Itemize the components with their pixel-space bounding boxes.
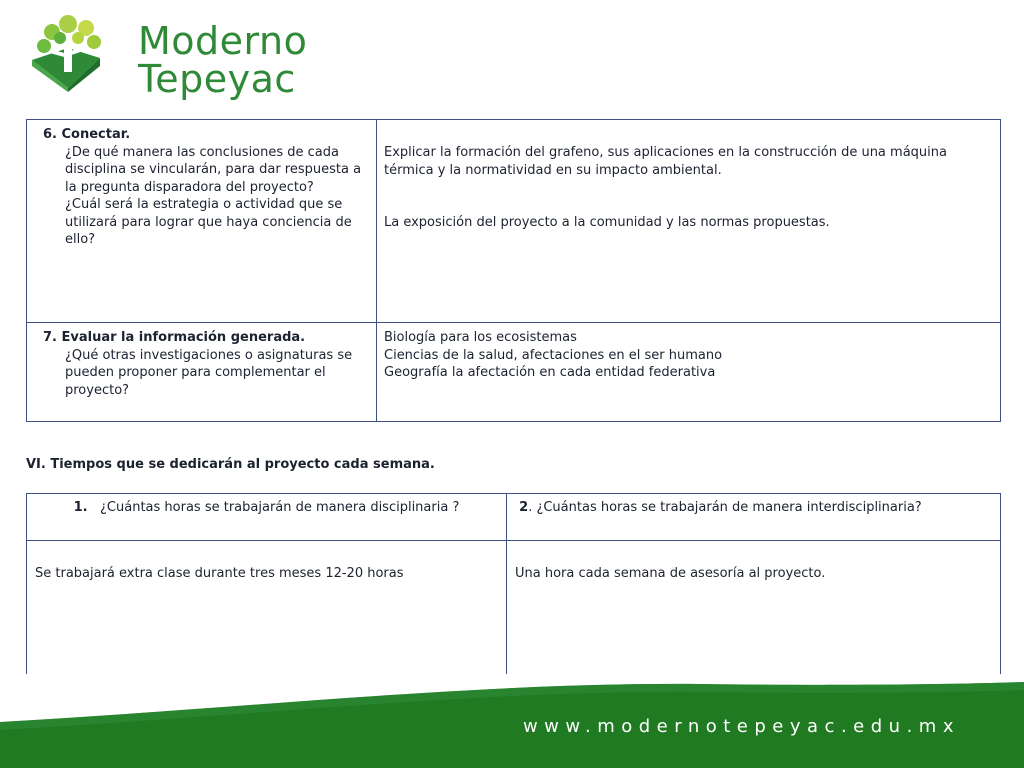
header-number: 1. <box>73 500 88 515</box>
step-question: ¿Qué otras investigaciones o asignaturas se pueden proponer para complementar el proyecto? <box>65 347 353 398</box>
footer-wave <box>0 660 1024 768</box>
answer-text: Geografía la afectación en cada entidad federativa <box>384 365 716 380</box>
step-cell <box>27 323 377 422</box>
website-url[interactable]: www.modernotepeyac.edu.mx <box>522 716 960 737</box>
answer-text: Explicar la formación del grafeno, sus aplicaciones en la construcción de una máquina térmica y la normatividad en su impacto ambiental. <box>384 145 947 178</box>
logo-line-1: Moderno <box>138 19 308 63</box>
header-text: . ¿Cuántas horas se trabajarán de manera interdisciplinaria? <box>528 500 922 515</box>
logo-line-2: Tepeyac <box>138 57 296 101</box>
header-number: 2 <box>519 500 529 515</box>
step-question: ¿De qué manera las conclusiones de cada disciplina se vincularán, para dar respuesta a la pregunta disparadora del proyecto? <box>65 144 362 195</box>
answer-cell: Una hora cada semana de asesoría al proyecto. <box>507 541 1001 674</box>
header-cell <box>27 494 507 541</box>
answer-text: La exposición del proyecto a la comunidad y las normas propuestas. <box>384 215 830 230</box>
header-cell <box>507 494 1001 541</box>
answer-cell <box>377 120 1001 323</box>
answer-cell: Se trabajará extra clase durante tres meses 12-20 horas <box>27 541 507 674</box>
step-question: ¿Cuál será la estrategia o actividad que se utilizará para lograr que haya conciencia de ello? <box>65 197 352 247</box>
section-title: VI. Tiempos que se dedicarán al proyecto cada semana. <box>26 457 435 472</box>
answer-cell <box>377 323 1001 422</box>
answer-text: Biología para los ecosistemas <box>384 330 577 345</box>
table-row <box>27 541 1001 674</box>
answer-text: Ciencias de la salud, afectaciones en el ser humano <box>384 347 723 363</box>
time-table <box>26 493 1001 674</box>
tree-logo-icon <box>28 12 118 92</box>
step-cell <box>27 120 377 323</box>
step-title: 7. Evaluar la información generada. <box>43 330 306 345</box>
step-title: 6. Conectar. <box>43 127 131 142</box>
brand-logo <box>28 12 328 100</box>
table-row <box>27 120 1001 323</box>
table-row <box>27 323 1001 422</box>
logo-wordmark <box>138 19 308 101</box>
project-steps-table <box>26 119 1001 422</box>
header-text: ¿Cuántas horas se trabajarán de manera disciplinaria ? <box>100 500 460 515</box>
table-header-row <box>27 494 1001 541</box>
